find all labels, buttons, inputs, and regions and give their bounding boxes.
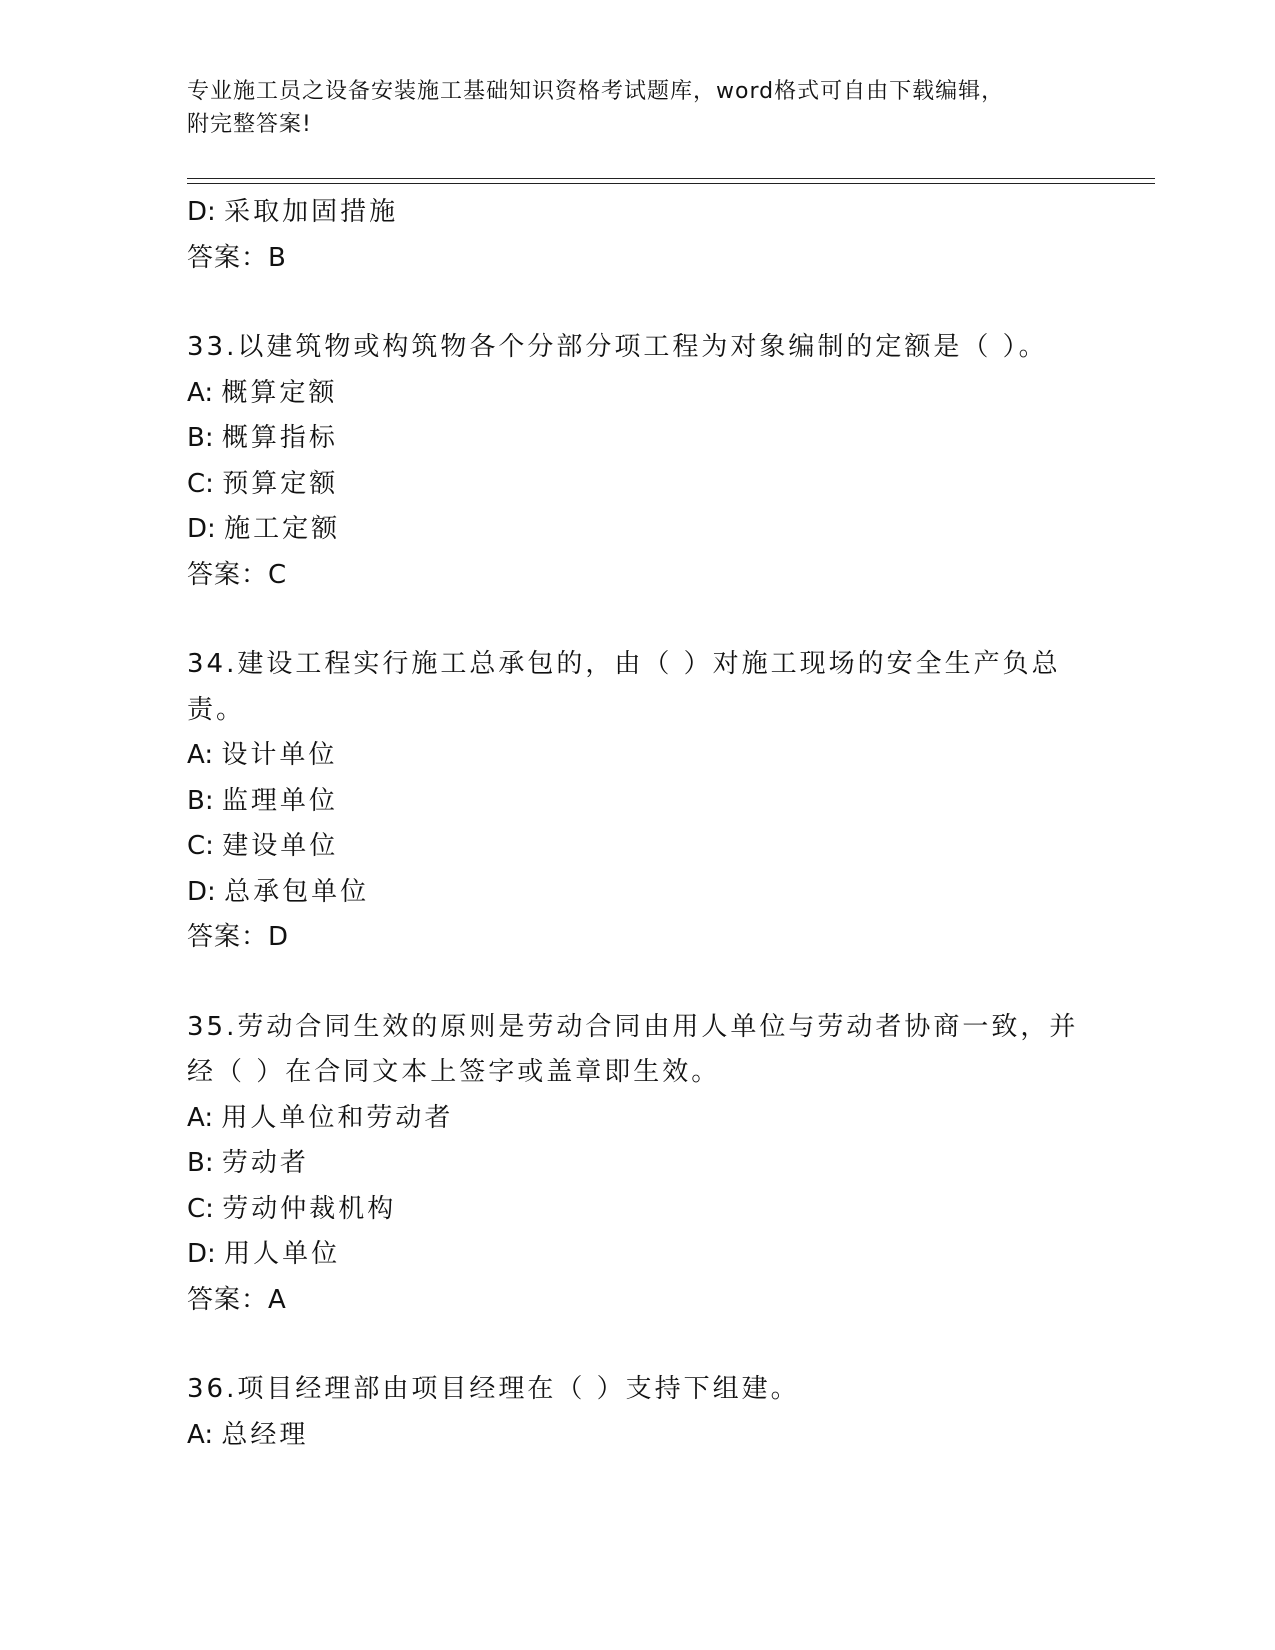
question-stem: 33.以建筑物或构筑物各个分部分项工程为对象编制的定额是（ ）。 <box>187 332 1048 362</box>
option-c: C: 预算定额 <box>187 468 339 499</box>
question-block-35 <box>187 1005 1087 1324</box>
question-stem-continued: 经（ ）在合同文本上签字或盖章即生效。 <box>187 1057 721 1087</box>
question-number: 35. <box>187 1011 238 1042</box>
question-block-33 <box>187 325 1087 598</box>
option-a: A: 总经理 <box>187 1419 309 1450</box>
question-block-34 <box>187 642 1087 961</box>
question-number: 34. <box>187 649 238 679</box>
document-header <box>187 75 1067 141</box>
question-number: 36. <box>187 1374 238 1404</box>
question-stem: 35.劳动合同生效的原则是劳动合同由用人单位与劳动者协商一致，并 <box>187 1011 1079 1042</box>
option-letter: D <box>187 197 208 227</box>
header-divider-top <box>187 178 1155 179</box>
option-d: D: 用人单位 <box>187 1239 341 1269</box>
question-stem: 36.项目经理部由项目经理在（ ）支持下组建。 <box>187 1374 800 1404</box>
header-title-line-2: 附完整答案! <box>187 112 312 137</box>
header-title-line-1: 专业施工员之设备安装施工基础知识资格考试题库，word格式可自由下载编辑， <box>187 79 1005 104</box>
answer-value: D <box>268 922 290 952</box>
option-d: D: 采取加固措施 <box>187 197 399 227</box>
question-number: 33. <box>187 332 238 362</box>
option-a: A: 设计单位 <box>187 740 338 770</box>
option-b: B: 劳动者 <box>187 1148 309 1178</box>
option-d: D: 总承包单位 <box>187 876 370 907</box>
option-b: B: 概算指标 <box>187 423 338 453</box>
option-text: 采取加固措施 <box>224 197 399 227</box>
question-stem-continued: 责。 <box>187 694 246 725</box>
option-a: A: 用人单位和劳动者 <box>187 1102 454 1133</box>
question-stem: 34.建设工程实行施工总承包的，由（ ）对施工现场的安全生产负总 <box>187 649 1061 679</box>
answer-value: C <box>268 559 288 590</box>
option-b: B: 监理单位 <box>187 785 338 816</box>
answer-line: 答案：C <box>187 559 288 590</box>
answer-value: A <box>268 1284 287 1315</box>
answer-label: 答案： <box>187 242 269 273</box>
answer-line: 答案：A <box>187 1284 287 1315</box>
question-block-36 <box>187 1367 1087 1458</box>
question-block-prev <box>187 190 1087 281</box>
option-a: A: 概算定额 <box>187 377 338 408</box>
answer-line: 答案：D <box>187 922 290 952</box>
answer-line <box>187 236 1087 282</box>
answer-value: B <box>268 242 287 273</box>
option-c: C: 劳动仲裁机构 <box>187 1193 397 1224</box>
option-d: D: 施工定额 <box>187 514 341 544</box>
question-list <box>187 190 1087 1458</box>
header-divider-bottom <box>187 183 1155 184</box>
option-c: C: 建设单位 <box>187 831 339 861</box>
